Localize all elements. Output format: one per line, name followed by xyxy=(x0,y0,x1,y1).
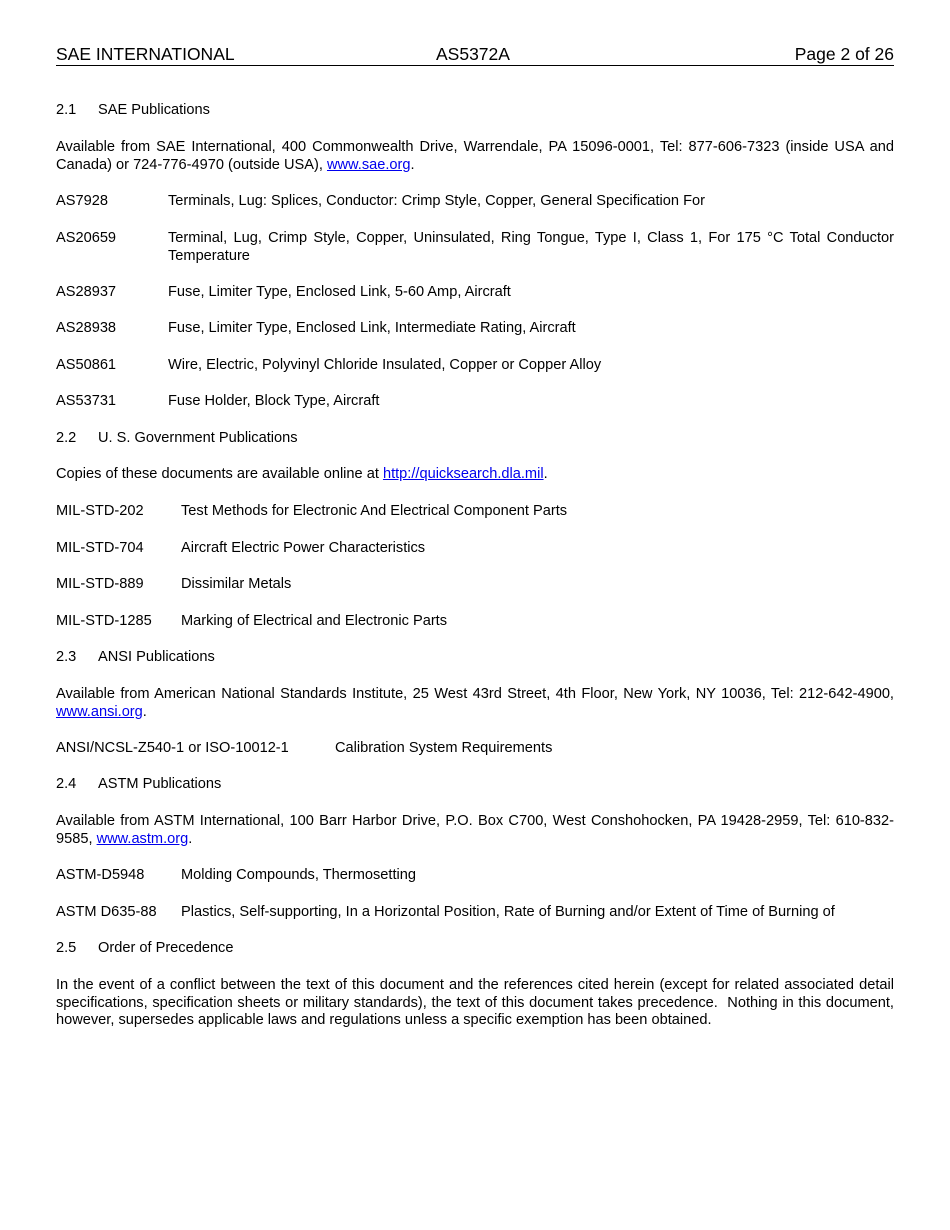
section-title: Order of Precedence xyxy=(98,940,234,956)
reference-title: Wire, Electric, Polyvinyl Chloride Insulated, Copper or Copper Alloy xyxy=(168,357,602,373)
astm-availability-paragraph: Available from ASTM International, 100 Barr Harbor Drive, P.O. Box C700, West Conshohocken, PA 19428-2959, Tel: 610-832-9585, www.astm.org. xyxy=(56,813,894,847)
section-number: 2.5 xyxy=(56,940,77,956)
reference-item xyxy=(56,613,894,631)
reference-title: Molding Compounds, Thermosetting xyxy=(181,867,416,883)
reference-item xyxy=(56,503,894,521)
reference-title: Terminals, Lug: Splices, Conductor: Crimp Style, Copper, General Specification For xyxy=(168,193,705,209)
header-document-number: AS5372A xyxy=(436,44,510,64)
section-number: 2.3 xyxy=(56,649,77,665)
reference-code: ASTM-D5948 xyxy=(56,867,145,883)
section-title: ANSI Publications xyxy=(98,649,215,665)
page-header xyxy=(56,44,894,66)
reference-code: ASTM D635-88 xyxy=(56,904,157,920)
header-page-number: Page 2 of 26 xyxy=(794,44,894,64)
reference-item xyxy=(56,867,894,885)
section-heading-2-2 xyxy=(56,430,894,448)
ansi-availability-paragraph: Available from American National Standards Institute, 25 West 43rd Street, 4th Floor, New York, NY 10036, Tel: 212-642-4900, www.ansi.org. xyxy=(56,686,894,720)
section-heading-2-3 xyxy=(56,649,894,667)
reference-title: Fuse Holder, Block Type, Aircraft xyxy=(168,393,380,409)
reference-item xyxy=(56,576,894,594)
precedence-paragraph: In the event of a conflict between the text of this document and the references cited herein (except for related associated detail specifications, specification sheets or military standards), the text of this document takes precedence. Nothing in this document, however, supersedes applicable laws and regulations unless a specific exemption has been obtained. xyxy=(56,977,899,1028)
sae-website-link[interactable]: www.sae.org xyxy=(326,156,411,173)
reference-item xyxy=(56,357,894,375)
reference-item xyxy=(56,230,894,265)
reference-title: Calibration System Requirements xyxy=(335,740,553,756)
reference-code: MIL-STD-202 xyxy=(56,503,144,519)
header-organization: SAE INTERNATIONAL xyxy=(56,44,235,64)
reference-item xyxy=(56,740,894,758)
reference-title: Test Methods for Electronic And Electrical Component Parts xyxy=(181,503,568,519)
astm-website-link[interactable]: www.astm.org xyxy=(96,830,189,847)
sae-availability-paragraph: Available from SAE International, 400 Commonwealth Drive, Warrendale, PA 15096-0001, Tel: 877-606-7323 (inside USA and Canada) or 724-776-4970 (outside USA), www.sae.org. xyxy=(56,139,894,173)
reference-title: Plastics, Self-supporting, In a Horizontal Position, Rate of Burning and/or Extent of Time of Burning of xyxy=(181,904,835,920)
section-title: ASTM Publications xyxy=(98,776,222,792)
government-availability-paragraph: Copies of these documents are available online at http://quicksearch.dla.mil. xyxy=(56,466,548,482)
reference-item xyxy=(56,193,894,211)
availability-text: Available from ASTM International, 100 Barr Harbor Drive, P.O. Box C700, West Conshohocken, PA 19428-2959, Tel: 610-832-9585, xyxy=(56,813,894,847)
reference-code: MIL-STD-1285 xyxy=(56,613,152,629)
section-number: 2.1 xyxy=(56,102,77,118)
section-number: 2.2 xyxy=(56,430,77,446)
reference-code: AS50861 xyxy=(56,357,117,373)
reference-code: AS53731 xyxy=(56,393,117,409)
section-title: U. S. Government Publications xyxy=(98,430,298,446)
quicksearch-link[interactable]: http://quicksearch.dla.mil xyxy=(382,466,544,482)
ansi-website-link[interactable]: www.ansi.org xyxy=(56,703,143,720)
reference-code: AS28938 xyxy=(56,320,117,336)
reference-code: AS28937 xyxy=(56,284,117,300)
reference-title: Fuse, Limiter Type, Enclosed Link, Intermediate Rating, Aircraft xyxy=(168,320,576,336)
reference-code: MIL-STD-889 xyxy=(56,576,144,592)
section-title: SAE Publications xyxy=(98,102,210,118)
availability-text: Available from SAE International, 400 Commonwealth Drive, Warrendale, PA 15096-0001, Tel: 877-606-7323 (inside USA and Canada) or 724-776-4970 (outside USA), xyxy=(56,139,894,173)
reference-item xyxy=(56,320,894,338)
section-number: 2.4 xyxy=(56,776,77,792)
section-heading-2-4 xyxy=(56,776,894,794)
reference-code: ANSI/NCSL-Z540-1 or ISO-10012-1 xyxy=(56,740,289,756)
reference-item xyxy=(56,284,894,302)
reference-title: Dissimilar Metals xyxy=(181,576,292,592)
reference-item xyxy=(56,393,894,411)
reference-title: Marking of Electrical and Electronic Parts xyxy=(181,613,448,629)
reference-title: Aircraft Electric Power Characteristics xyxy=(181,540,426,556)
reference-code: MIL-STD-704 xyxy=(56,540,144,556)
reference-item xyxy=(56,904,894,922)
availability-text: Copies of these documents are available online at xyxy=(56,466,383,482)
reference-code: AS20659 xyxy=(56,230,117,246)
reference-code: AS7928 xyxy=(56,193,108,209)
reference-item xyxy=(56,540,894,558)
availability-text: Available from American National Standards Institute, 25 West 43rd Street, 4th Floor, New York, NY 10036, Tel: 212-642-4900, xyxy=(56,686,894,702)
reference-title: Terminal, Lug, Crimp Style, Copper, Uninsulated, Ring Tongue, Type I, Class 1, For 175 °C Total Conductor Temperature xyxy=(168,230,894,264)
reference-title: Fuse, Limiter Type, Enclosed Link, 5-60 Amp, Aircraft xyxy=(168,284,511,300)
section-heading-2-5 xyxy=(56,940,894,958)
section-heading-2-1 xyxy=(56,102,894,120)
